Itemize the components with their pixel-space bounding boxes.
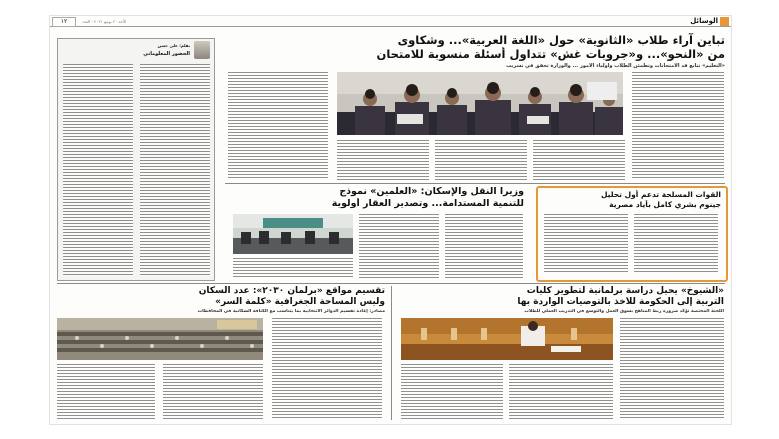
story3-text-col-1 bbox=[401, 364, 503, 420]
story3-text-col-3 bbox=[620, 318, 724, 420]
conference-photo-image bbox=[233, 214, 353, 254]
story4-headline-line-1: تقسيم مواقع «برلمان ٢٠٣٠»: عدد السكان bbox=[198, 286, 385, 296]
boxed-text-col-2 bbox=[544, 214, 628, 274]
story3-headline-line-2: التربية إلى الحكومة للأخذ بالتوصيات الواردة بها bbox=[517, 297, 724, 307]
boxed-text-col-1 bbox=[634, 214, 718, 274]
column-divider-bottom bbox=[391, 286, 392, 420]
students-photo bbox=[337, 72, 623, 135]
columnist-name: بقلم: علي حسن bbox=[157, 43, 190, 48]
section-logo bbox=[659, 17, 731, 26]
columnist-title: الحضور المعلوماتي bbox=[143, 51, 190, 57]
lead-text-col-b bbox=[435, 140, 527, 180]
opinion-column bbox=[57, 38, 215, 281]
opinion-text-col-1 bbox=[140, 64, 210, 276]
story3-headline-line-1: «الشيوخ» يحيل دراسة برلمانية لتطوير كليات bbox=[526, 286, 724, 296]
lead-text-col-c bbox=[533, 140, 625, 180]
story2-headline-line-1: وزيرا النقل والإسكان: «العلمين» نموذج bbox=[339, 186, 524, 197]
masthead-strip: الأحد ٢٠ يونيو ٢٠٢١ - العدد bbox=[82, 19, 127, 24]
story3-deck: اللجنة المختصة تؤكد ضرورة ربط المناهج بسوق العمل والتوسع في التدريب العملي للطلاب bbox=[524, 309, 724, 314]
students-photo-image bbox=[337, 72, 623, 135]
newspaper-page bbox=[50, 16, 731, 424]
section-rule-2 bbox=[57, 283, 725, 284]
story4-deck: مصادر: إعادة تقسيم الدوائر الانتخابية بما يتناسب مع الكثافة السكانية في المحافظات bbox=[197, 309, 385, 314]
story2-text-col-1 bbox=[233, 258, 353, 279]
section-logo-mark bbox=[720, 17, 729, 26]
lead-text-col-a bbox=[337, 140, 429, 180]
story4-text-col-2 bbox=[163, 364, 263, 420]
conference-photo bbox=[233, 214, 353, 254]
section-name: الوسائل bbox=[690, 17, 718, 25]
story3-text-col-2 bbox=[509, 364, 613, 420]
parliament-photo bbox=[57, 318, 263, 360]
masthead-rule bbox=[50, 26, 731, 27]
boxed-headline-line-1: القوات المسلحة تدعم أول تحليل bbox=[600, 190, 721, 199]
page-number: ١٢ bbox=[52, 17, 76, 27]
story4-headline-line-2: وليس المساحة الجغرافية «كلمة السر» bbox=[215, 297, 385, 307]
section-rule-1 bbox=[225, 183, 725, 184]
story4-text-col-3 bbox=[272, 318, 382, 420]
boxed-story bbox=[536, 186, 728, 282]
lead-headline-line-2: من «النحو»... و«جروبات غش» تتداول أسئلة منسوبة للامتحان bbox=[376, 47, 725, 61]
boxed-headline-line-2: جينوم بشري كامل بأياد مصرية bbox=[609, 200, 721, 209]
story4-text-col-1 bbox=[57, 364, 155, 420]
story2-text-col-2 bbox=[359, 214, 439, 279]
senate-photo bbox=[401, 318, 613, 360]
columnist-photo bbox=[194, 41, 210, 59]
lead-deck: «التعليم» تتابع قد الامتحانات وتطمئن الطلاب وأولياء الأمور ... والوزارة تحقق في تسريب bbox=[506, 63, 725, 69]
lead-text-col-right bbox=[632, 72, 724, 180]
parliament-photo-image bbox=[57, 318, 263, 360]
story2-headline-line-2: للتنمية المستدامة... وتصدير العقار أولوية bbox=[331, 198, 524, 209]
story2-text-col-3 bbox=[445, 214, 523, 279]
lead-headline-line-1: تباين آراء طلاب «الثانوية» حول «اللغة العربية»... وشكاوى bbox=[397, 33, 725, 47]
senate-photo-image bbox=[401, 318, 613, 360]
lead-text-col-left bbox=[228, 72, 328, 180]
opinion-text-col-2 bbox=[63, 64, 133, 276]
